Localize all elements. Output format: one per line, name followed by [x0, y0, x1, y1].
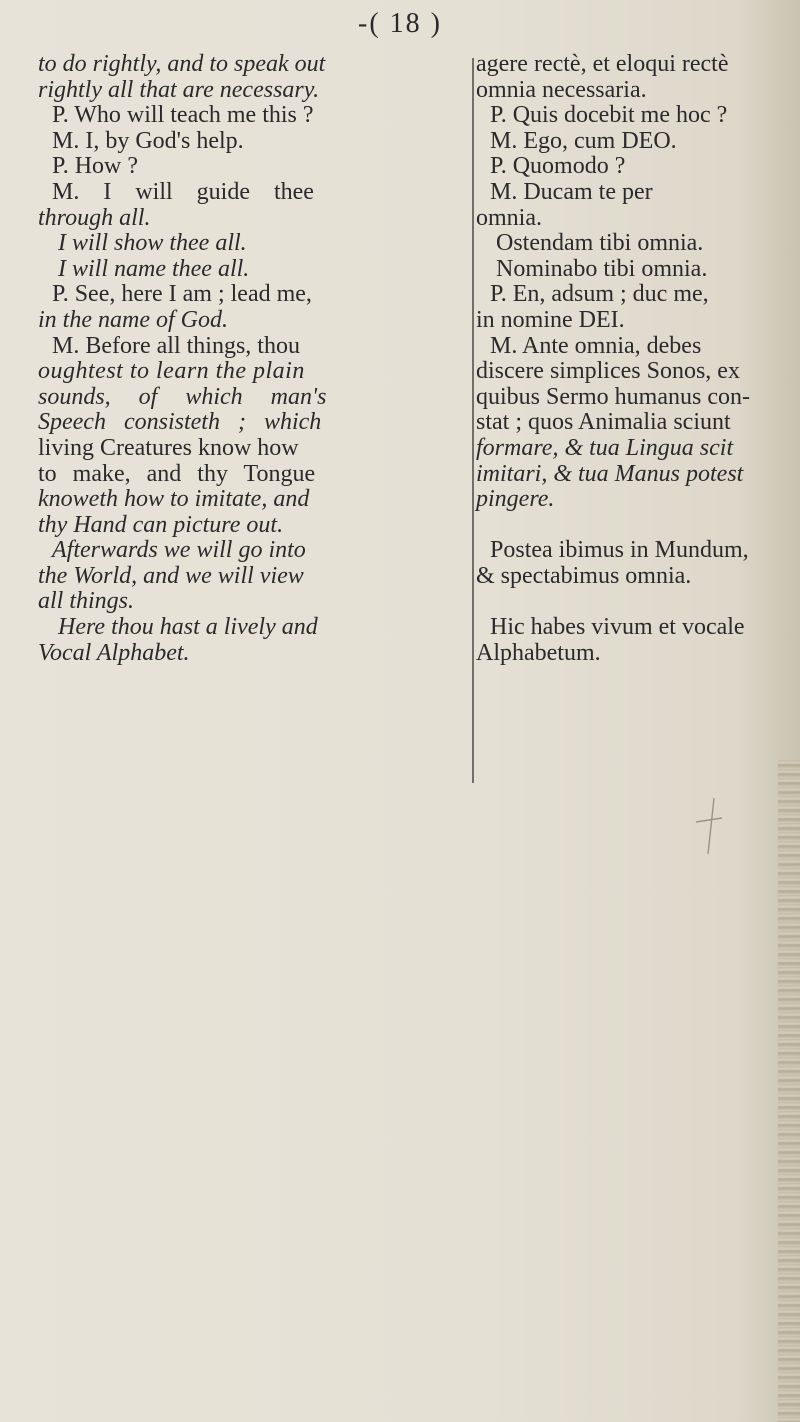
english-line: rightly all that are necessary.	[38, 76, 320, 103]
latin-line	[476, 589, 782, 615]
english-line: living Creatures know how	[38, 434, 299, 461]
latin-line: in nomine DEI.	[476, 306, 625, 333]
english-line: M. Before all things, thou	[52, 332, 300, 359]
latin-line: Hic habes vivum et vocale	[490, 614, 745, 641]
english-line: M. I, by God's help.	[52, 127, 244, 154]
latin-line: P. Quis docebit me hoc ?	[490, 102, 728, 129]
latin-line: quibus Sermo humanus con-	[476, 383, 750, 410]
english-line: thy Hand can picture out.	[38, 511, 284, 538]
english-line: sounds, of which man's	[38, 383, 327, 410]
latin-line: M. Ante omnia, debes	[490, 332, 702, 359]
latin-line: Nominabo tibi omnia.	[496, 255, 708, 282]
latin-line	[476, 513, 782, 539]
english-line: knoweth how to imitate, and	[38, 486, 310, 513]
english-line: P. See, here I am ; lead me,	[52, 281, 312, 308]
latin-line: Alphabetum.	[476, 639, 601, 666]
page-edge	[778, 760, 800, 1422]
english-line: I will show thee all.	[58, 230, 247, 257]
latin-line: agere rectè, et eloqui rectè	[476, 51, 729, 77]
english-line: Vocal Alphabet.	[38, 639, 190, 666]
english-line: to make, and thy Tongue	[38, 460, 316, 487]
english-column	[38, 52, 474, 666]
english-line: through all.	[38, 204, 151, 231]
english-line: P. How ?	[52, 153, 139, 180]
latin-line: P. Quomodo ?	[490, 153, 626, 180]
english-line: Here thou hast a lively and	[58, 614, 318, 641]
latin-line: M. Ego, cum DEO.	[490, 127, 677, 154]
english-line: M. I will guide thee	[52, 178, 314, 205]
latin-line: pingere.	[476, 486, 555, 513]
english-line: to do rightly, and to speak out	[38, 51, 326, 77]
english-line: Afterwards we will go into	[52, 537, 306, 564]
latin-line: Postea ibimus in Mundum,	[490, 537, 749, 564]
page-number: -( 18 )	[358, 8, 442, 39]
latin-line: omnia necessaria.	[476, 76, 647, 103]
english-line: oughtest to learn the plain	[38, 358, 305, 385]
english-line: I will name thee all.	[58, 255, 250, 282]
latin-line: formare, & tua Lingua scit	[476, 434, 734, 461]
latin-line: & spectabimus omnia.	[476, 562, 692, 589]
english-line: all things.	[38, 588, 135, 615]
latin-line: discere simplices Sonos, ex	[476, 358, 740, 385]
latin-column	[476, 52, 782, 666]
english-line: in the name of God.	[38, 306, 228, 333]
ink-mark	[692, 796, 728, 856]
latin-line: imitari, & tua Manus potest	[476, 460, 744, 487]
english-line: P. Who will teach me this ?	[52, 102, 314, 129]
latin-line: Ostendam tibi omnia.	[496, 230, 704, 257]
english-line: the World, and we will view	[38, 562, 304, 589]
latin-line: omnia.	[476, 204, 542, 231]
latin-line: stat ; quos Animalia sciunt	[476, 409, 731, 436]
latin-line: P. En, adsum ; duc me,	[490, 281, 709, 308]
latin-line: M. Ducam te per	[490, 178, 653, 205]
english-line: Speech consisteth ; which	[38, 409, 322, 436]
